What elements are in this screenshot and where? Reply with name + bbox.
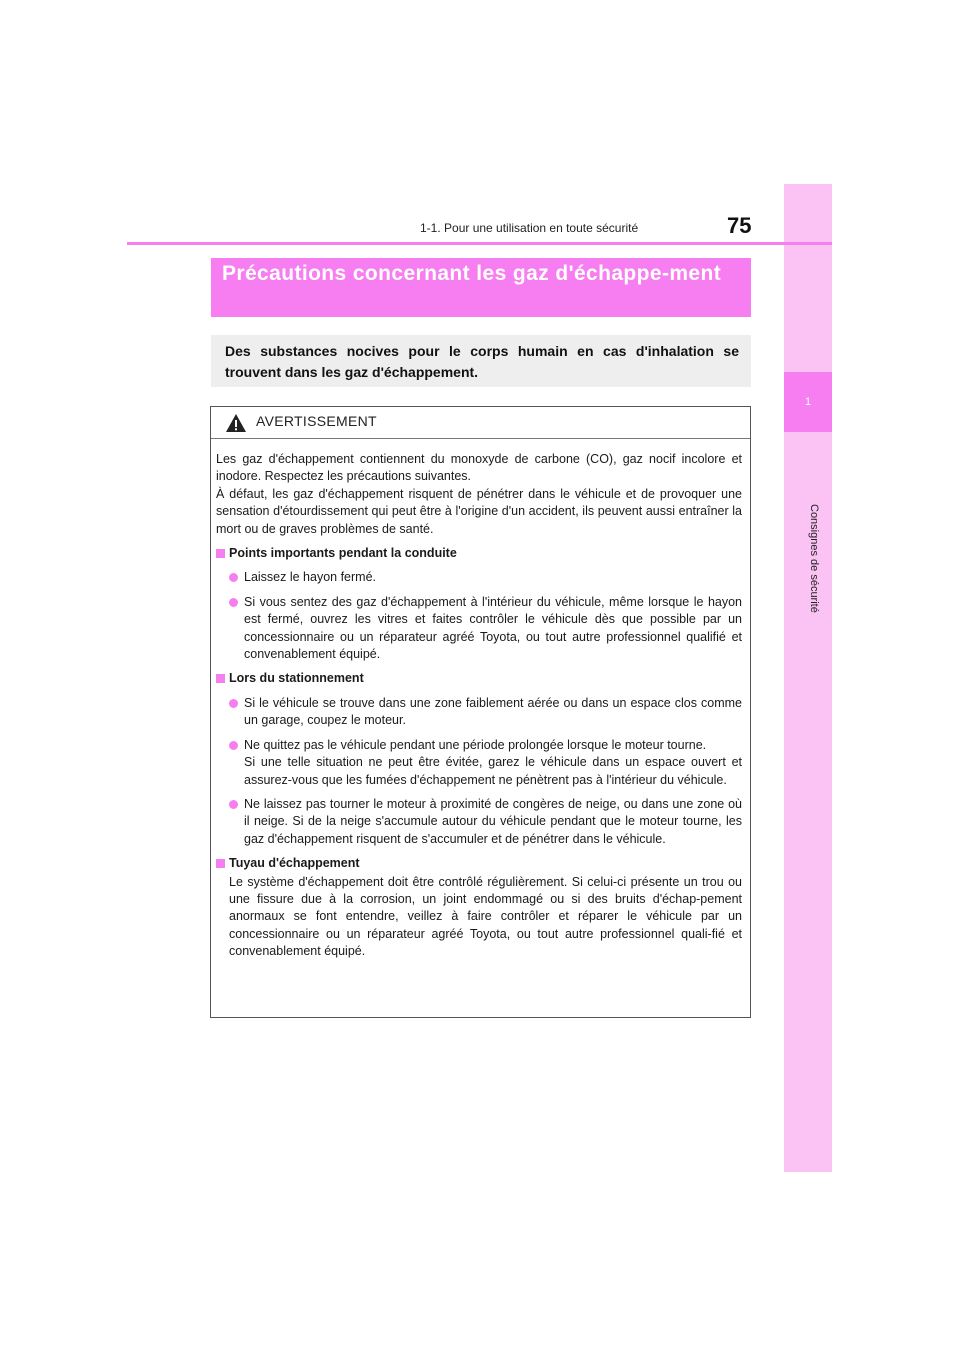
chapter-number: 1 [784,372,832,432]
section-heading: Points importants pendant la conduite [216,545,742,562]
title-bar [211,258,751,317]
intro-text: Des substances nocives pour le corps humain en cas d'inhalation se trouvent dans les gaz d'échappement. [225,343,739,380]
warning-paragraph: À défaut, les gaz d'échappement risquent de pénétrer dans le véhicule et de provoquer une sensation d'étourdissement qui peut être à l'origine d'un accident, ils peuvent aussi entraîner la mort ou de graves problèmes de santé. [216,486,742,536]
section-heading: Lors du stationnement [216,670,742,687]
square-bullet-icon [216,859,225,868]
warning-box [210,406,751,1018]
intro-box [211,335,751,387]
list-item: Ne quittez pas le véhicule pendant une période prolongée lorsque le moteur tourne. Si une telle situation ne peut être évitée, garez le véhicule dans un espace ouvert et assurez-vous que les fumées d'échappement ne pénètrent pas à l'intérieur du véhicule. [216,737,742,789]
round-bullet-icon [229,573,238,582]
round-bullet-icon [229,800,238,809]
page-number: 75 [727,213,752,238]
round-bullet-icon [229,741,238,750]
warning-triangle-icon [225,413,247,433]
warning-header [211,407,750,439]
warning-body [211,439,750,961]
warning-label: AVERTISSEMENT [256,413,377,429]
chapter-side-tab [784,184,832,1172]
section-text: Le système d'échappement doit être contrôlé régulièrement. Si celui-ci présente un trou ou une fissure due à la corrosion, un joint endommagé ou si des bruits d'échap-pement anormaux se font entendre, veillez à faire contrôler et réparer le véhicule par un concessionnaire ou un réparateur agréé Toyota, ou tout autre professionnel quali-fié et convenablement équipé. [229,874,742,959]
list-item: Si le véhicule se trouve dans une zone faiblement aérée ou dans un espace clos comme un garage, coupez le moteur. [216,695,742,730]
list-item: Ne laissez pas tourner le moteur à proximité de congères de neige, ou dans une zone où il neige. Si de la neige s'accumule autour du véhicule pendant que le moteur tourne, les gaz d'échappement risquent de s'accumuler et de pénétrer dans le véhicule. [216,796,742,848]
square-bullet-icon [216,549,225,558]
chapter-title: Consignes de sécurité [808,504,820,613]
list-item: Si vous sentez des gaz d'échappement à l'intérieur du véhicule, même lorsque le hayon est fermé, ouvrez les vitres et faites contrôler le véhicule dès que possible par un concessionnaire ou un réparateur agréé Toyota, ou tout autre professionnel qualifié et convenablement équipé. [216,594,742,664]
section-label: 1-1. Pour une utilisation en toute sécurité [420,221,639,235]
round-bullet-icon [229,699,238,708]
header-divider [127,242,832,245]
page-title: Précautions concernant les gaz d'échappe-ment [222,262,722,285]
section-heading: Tuyau d'échappement [216,855,742,872]
list-item: Laissez le hayon fermé. [216,569,742,586]
round-bullet-icon [229,598,238,607]
square-bullet-icon [216,674,225,683]
warning-paragraph: Les gaz d'échappement contiennent du monoxyde de carbone (CO), gaz nocif incolore et inodore. Respectez les précautions suivantes. [216,452,742,484]
